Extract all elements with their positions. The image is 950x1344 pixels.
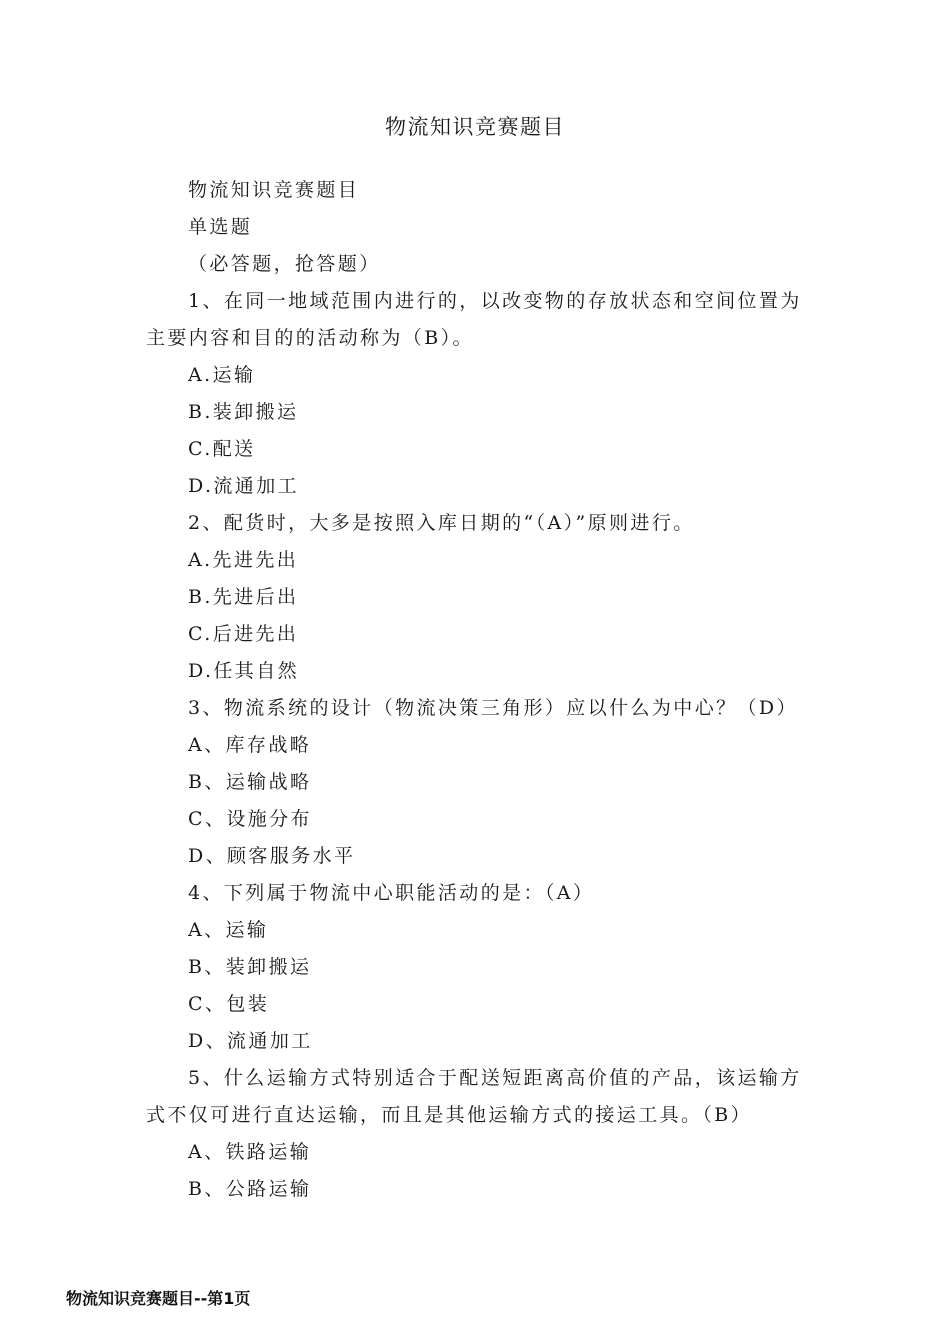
question-text: 5、什么运输方式特别适合于配送短距离高价值的产品，该运输方式不仅可进行直达运输，而且是其他运输方式的接运工具。（B）: [146, 1067, 802, 1126]
section-heading: 单选题: [188, 216, 253, 238]
option-item: A、库存战略: [188, 734, 312, 756]
option-item: B、公路运输: [188, 1178, 312, 1200]
option-item: A、铁路运输: [188, 1141, 312, 1163]
option-item: B.先进后出: [188, 586, 299, 608]
question-text: 2、配货时，大多是按照入库日期的“（A）”原则进行。: [188, 512, 695, 534]
option-item: B、装卸搬运: [188, 956, 312, 978]
page-title: 物流知识竞赛题目: [385, 115, 565, 139]
option-item: C、包装: [188, 993, 270, 1015]
option-item: A、运输: [188, 919, 269, 941]
option-item: D.流通加工: [188, 475, 299, 497]
option-item: D.任其自然: [188, 660, 299, 682]
option-item: C、设施分布: [188, 808, 312, 830]
question-text: 4、下列属于物流中心职能活动的是：（A）: [188, 882, 595, 904]
doc-name: 物流知识竞赛题目: [188, 179, 360, 201]
option-item: B、运输战略: [188, 771, 312, 793]
option-item: D、顾客服务水平: [188, 845, 356, 867]
document-body: [146, 172, 810, 1208]
option-item: C.后进先出: [188, 623, 299, 645]
question-text: 3、物流系统的设计（物流决策三角形）应以什么为中心？（D）: [188, 697, 798, 719]
option-item: A.先进先出: [188, 549, 299, 571]
page-footer: 物流知识竞赛题目--第1页: [66, 1289, 251, 1308]
option-item: C.配送: [188, 438, 256, 460]
option-item: B.装卸搬运: [188, 401, 299, 423]
section-note: （必答题，抢答题）: [188, 253, 381, 275]
question-text: 1、在同一地域范围内进行的，以改变物的存放状态和空间位置为主要内容和目的的活动称为（B）。: [146, 290, 802, 349]
option-item: D、流通加工: [188, 1030, 313, 1052]
option-item: A.运输: [188, 364, 256, 386]
